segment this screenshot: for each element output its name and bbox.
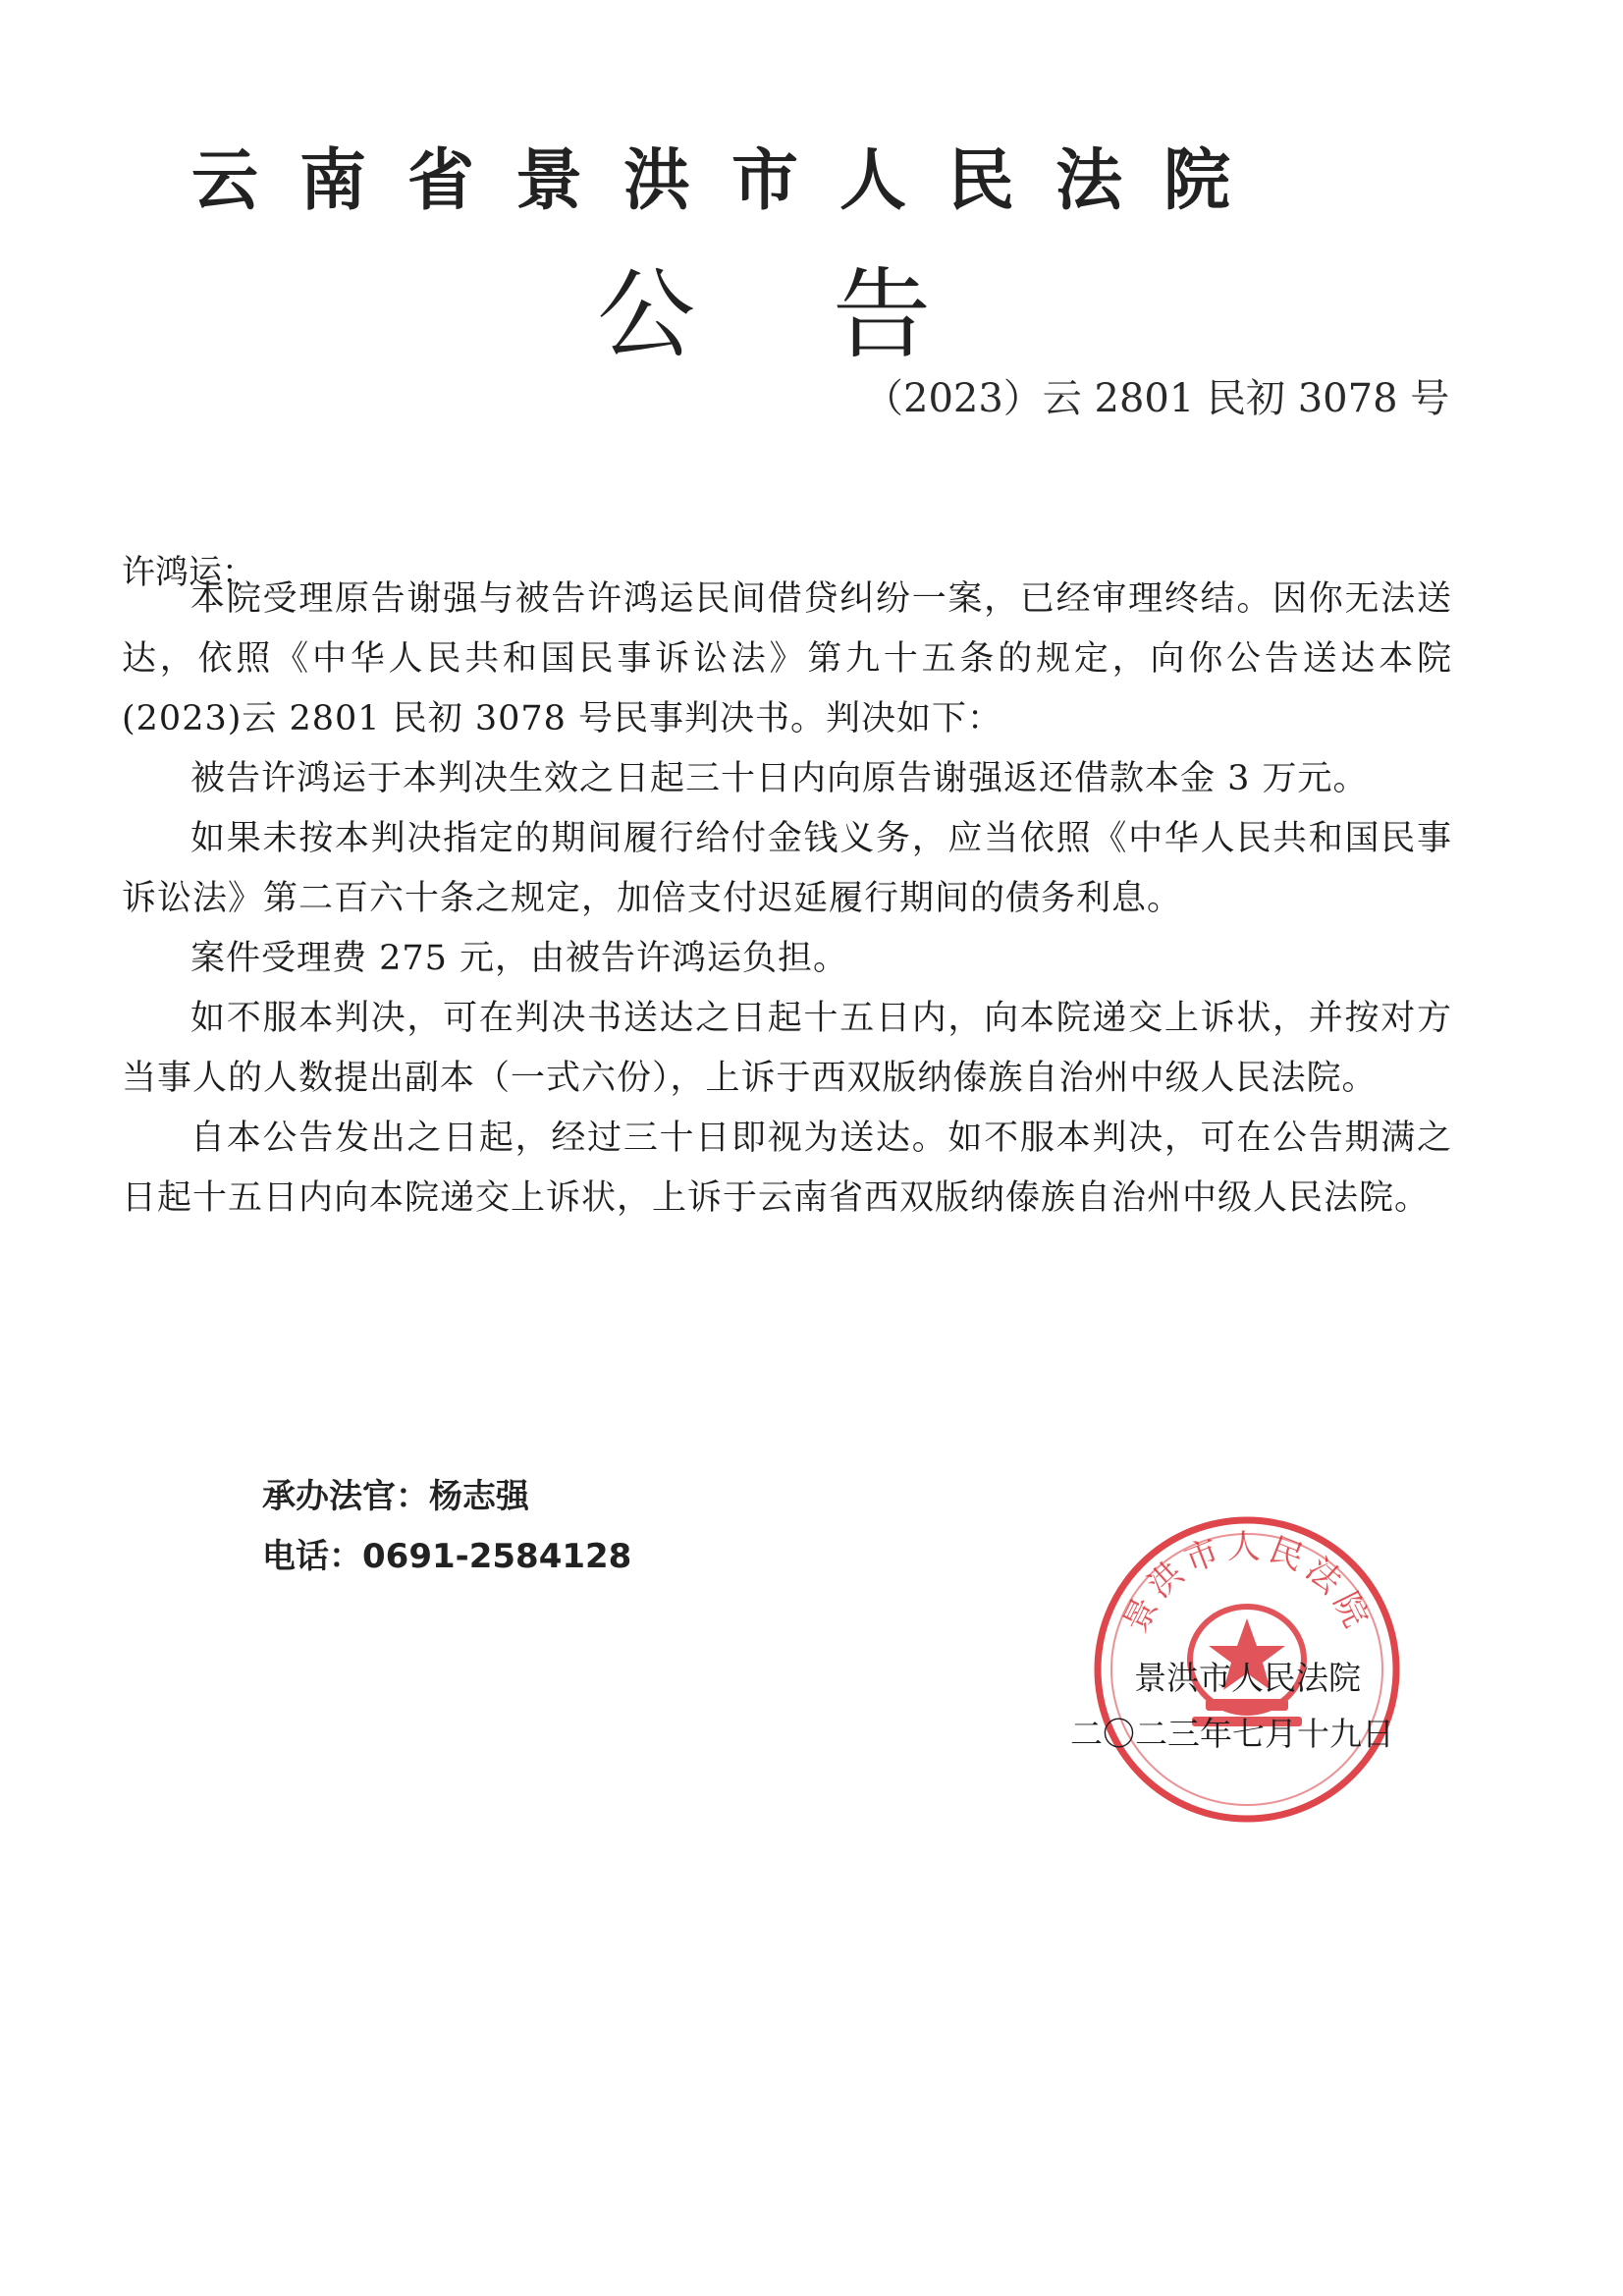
court-name-heading: 云南省景洪市人民法院 — [191, 142, 1272, 220]
paragraph-service-notice: 自本公告发出之日起，经过三十日即视为送达。如不服本判决，可在公告期满之日起十五日内向本院递交上诉状，上诉于云南省西双版纳傣族自治州中级人民法院。 — [122, 1119, 1452, 1218]
paragraph-case-summary: 本院受理原告谢强与被告许鸿运民间借贷纠纷一案，已经审理终结。因你无法送达，依照《中华人民共和国民事诉讼法》第九十五条的规定，向你公告送达本院(2023)云 2801 民初 3078 号民事判决书。判决如下： — [122, 579, 1452, 738]
paragraph-court-fee: 案件受理费 275 元，由被告许鸿运负担。 — [190, 939, 849, 978]
case-number: （2023）云 2801 民初 3078 号 — [864, 376, 1450, 421]
signing-date: 二〇二三年七月十九日 — [1070, 1715, 1394, 1753]
phone-number: 电话：0691-2584128 — [262, 1537, 632, 1576]
paragraph-appeal: 如不服本判决，可在判决书送达之日起十五日内，向本院递交上诉状，并按对方当事人的人数提出副本（一式六份），上诉于西双版纳傣族自治州中级人民法院。 — [122, 999, 1452, 1098]
seal-text: 景洪市人民法院 — [1115, 1527, 1379, 1639]
judge-name: 承办法官：杨志强 — [262, 1477, 529, 1516]
signing-court: 景洪市人民法院 — [1134, 1659, 1361, 1697]
document-title: 公告 — [597, 257, 1068, 372]
addressee: 许鸿运： — [122, 553, 255, 592]
paragraph-delay-interest: 如果未按本判决指定的期间履行给付金钱义务，应当依照《中华人民共和国民事诉讼法》第二百六十条之规定，加倍支付迟延履行期间的债务利息。 — [122, 819, 1452, 918]
paragraph-judgment: 被告许鸿运于本判决生效之日起三十日内向原告谢强返还借款本金 3 万元。 — [190, 759, 1369, 798]
notice-body — [122, 570, 1452, 1229]
